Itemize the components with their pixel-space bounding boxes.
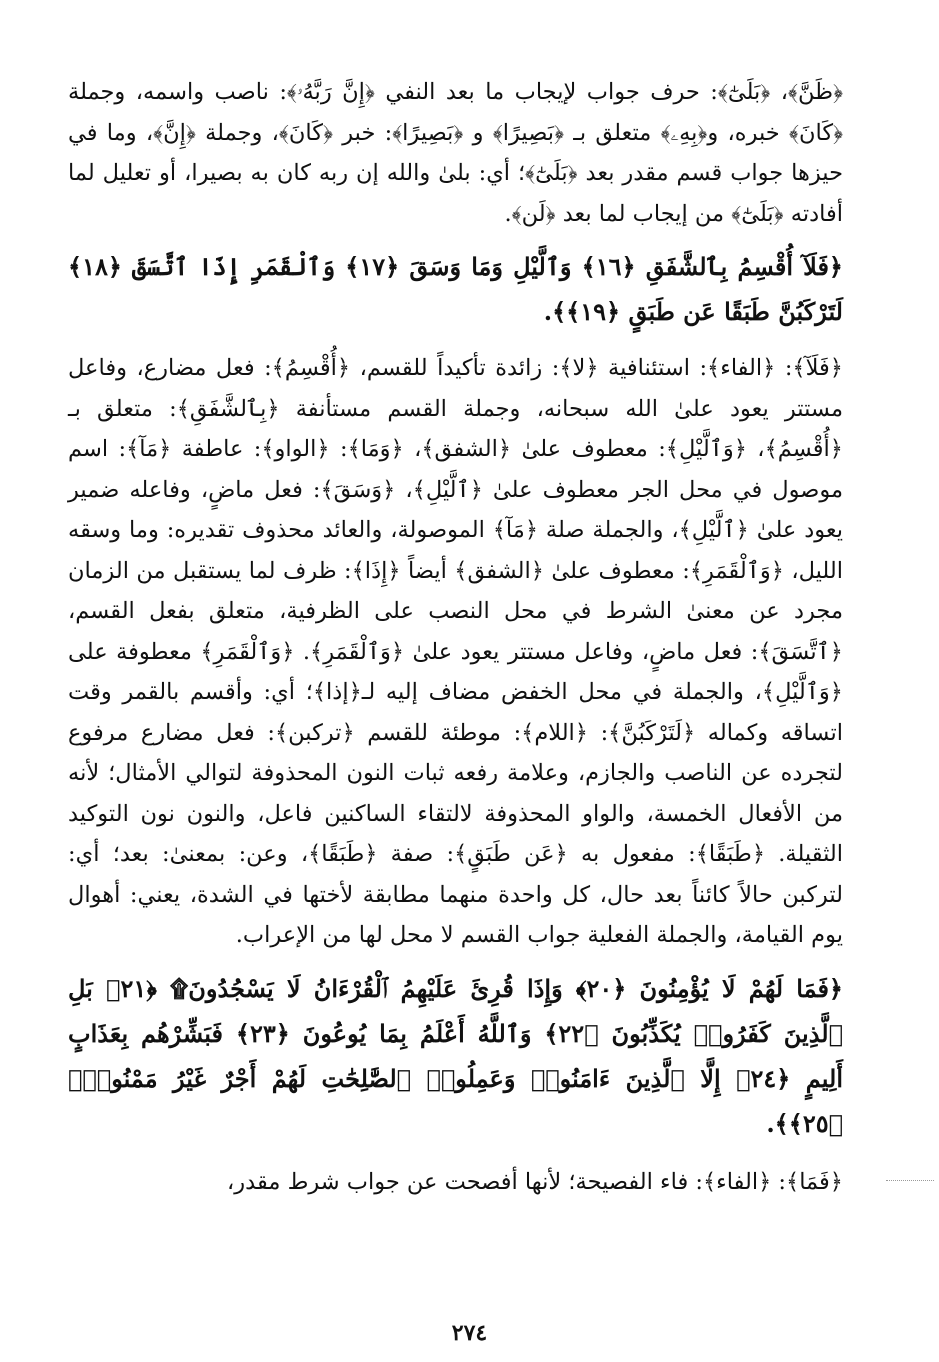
page-number: ٢٧٤: [451, 1320, 488, 1346]
commentary-paragraph: ﴿فَمَا﴾: ﴿الفاء﴾: فاء الفصيحة؛ لأنها أفصحت عن جواب شرط مقدر،: [227, 1168, 843, 1195]
page-body: [68, 72, 843, 1202]
spacer: [68, 1146, 843, 1162]
spacer: [68, 234, 843, 244]
spacer: [68, 956, 843, 966]
commentary-paragraph: ﴿ظَنَّ﴾، ﴿بَلَىٰٓ﴾: حرف جواب لإيجاب ما بعد النفي ﴿إِنَّ رَبَّهُۥ﴾: ناصب واسمه، وجملة ﴿كَانَ﴾ خبره، و﴿بِهِۦ﴾ متعلق بـ ﴿بَصِيرًا﴾ و ﴿بَصِيرًا﴾: خبر ﴿كَانَ﴾، وجملة ﴿إِنَّ﴾، وما في حيزها جواب قسم مقدر بعد ﴿بَلَىٰٓ﴾؛ أي: بلىٰ والله إن ربه كان به بصيرا، أو تعليل لما أفادته ﴿بَلَىٰٓ﴾ من إيجاب لما بعد ﴿لَن﴾.: [68, 79, 843, 227]
commentary-paragraph: ﴿فَلَآ﴾: ﴿الفاء﴾: استئنافية ﴿لا﴾: زائدة تأكيداً للقسم، ﴿أُقْسِمُ﴾: فعل مضارع، وفاعل مستتر يعود علىٰ الله سبحانه، وجملة القسم مستأنفة ﴿بِٱلشَّفَقِ﴾: متعلق بـ ﴿أُقْسِمُ﴾، ﴿وَٱلَّيْلِ﴾: معطوف علىٰ ﴿الشفق﴾، ﴿وَمَا﴾: ﴿الواو﴾: عاطفة ﴿مَآ﴾: اسم موصول في محل الجر معطوف علىٰ ﴿ٱلَّيْلِ﴾، ﴿وَسَقَ﴾: فعل ماضٍ، وفاعله ضمير يعود علىٰ ﴿ٱلَّيْلِ﴾، والجملة صلة ﴿مَآ﴾ الموصولة، والعائد محذوف تقديره: وما وسقه الليل، ﴿وَٱلْقَمَرِ﴾: معطوف علىٰ ﴿الشفق﴾ أيضاً ﴿إِذَا﴾: ظرف لما يستقبل من الزمان مجرد عن معنىٰ الشرط في محل النصب على الظرفية، متعلق بفعل القسم، ﴿ٱتَّسَقَ﴾: فعل ماضٍ، وفاعل مستتر يعود علىٰ ﴿وَٱلْقَمَرِ﴾. ﴿وَٱلْقَمَرِ﴾ معطوفة على ﴿وَٱلَّيْلِ﴾، والجملة في محل الخفض مضاف إليه لـ﴿إذا﴾؛ أي: وأقسم بالقمر وقت اتساقه وكماله ﴿لَتَرْكَبُنَّ﴾: ﴿اللام﴾: موطئة للقسم ﴿تركبن﴾: فعل مضارع مرفوع لتجرده عن الناصب والجازم، وعلامة رفعه ثبات النون المحذوفة لتوالي الأمثال؛ لأنه من الأفعال الخمسة، والواو المحذوفة لالتقاء الساكنين فاعل، والنون نون التوكيد الثقيلة. ﴿طَبَقًا﴾: مفعول به ﴿عَن طَبَقٍ﴾: صفة ﴿طَبَقًا﴾، وعن: بمعنىٰ: بعد؛ أي: لتركبن حالاً كائناً بعد حال، كل واحدة منهما مطابقة لأختها في الشدة، يعني: أهوال يوم القيامة، والجملة الفعلية جواب القسم لا محل لها من الإعراب.: [68, 355, 843, 948]
spacer: [68, 334, 843, 348]
quran-verse-block: ﴿فَلَآ أُقْسِمُ بِٱلشَّفَقِ ﴿١٦﴾ وَٱلَّيْلِ وَمَا وَسَقَ ﴿١٧﴾ وَٱلْقَمَرِ إِذَا ٱتَّسَقَ ﴿١٨﴾ لَتَرْكَبُنَّ طَبَقًا عَن طَبَقٍ ﴿١٩﴾﴾.: [68, 252, 843, 326]
margin-dotted-line: [886, 1180, 934, 1181]
quran-verse-block: ﴿فَمَا لَهُمْ لَا يُؤْمِنُونَ ﴿٢٠﴾ وَإِذَا قُرِئَ عَلَيْهِمُ ٱلْقُرْءَانُ لَا يَسْجُدُونَ۩ ﴿٢١﴾ بَلِ ٱلَّذِينَ كَفَرُوا۟ يُكَذِّبُونَ ﴿٢٢﴾ وَٱللَّهُ أَعْلَمُ بِمَا يُوعُونَ ﴿٢٣﴾ فَبَشِّرْهُم بِعَذَابٍ أَلِيمٍ ﴿٢٤﴾ إِلَّا ٱلَّذِينَ ءَامَنُوا۟ وَعَمِلُوا۟ ٱلصَّٰلِحَٰتِ لَهُمْ أَجْرٌ غَيْرُ مَمْنُونٍۭ ﴿٢٥﴾﴾.: [68, 973, 844, 1138]
